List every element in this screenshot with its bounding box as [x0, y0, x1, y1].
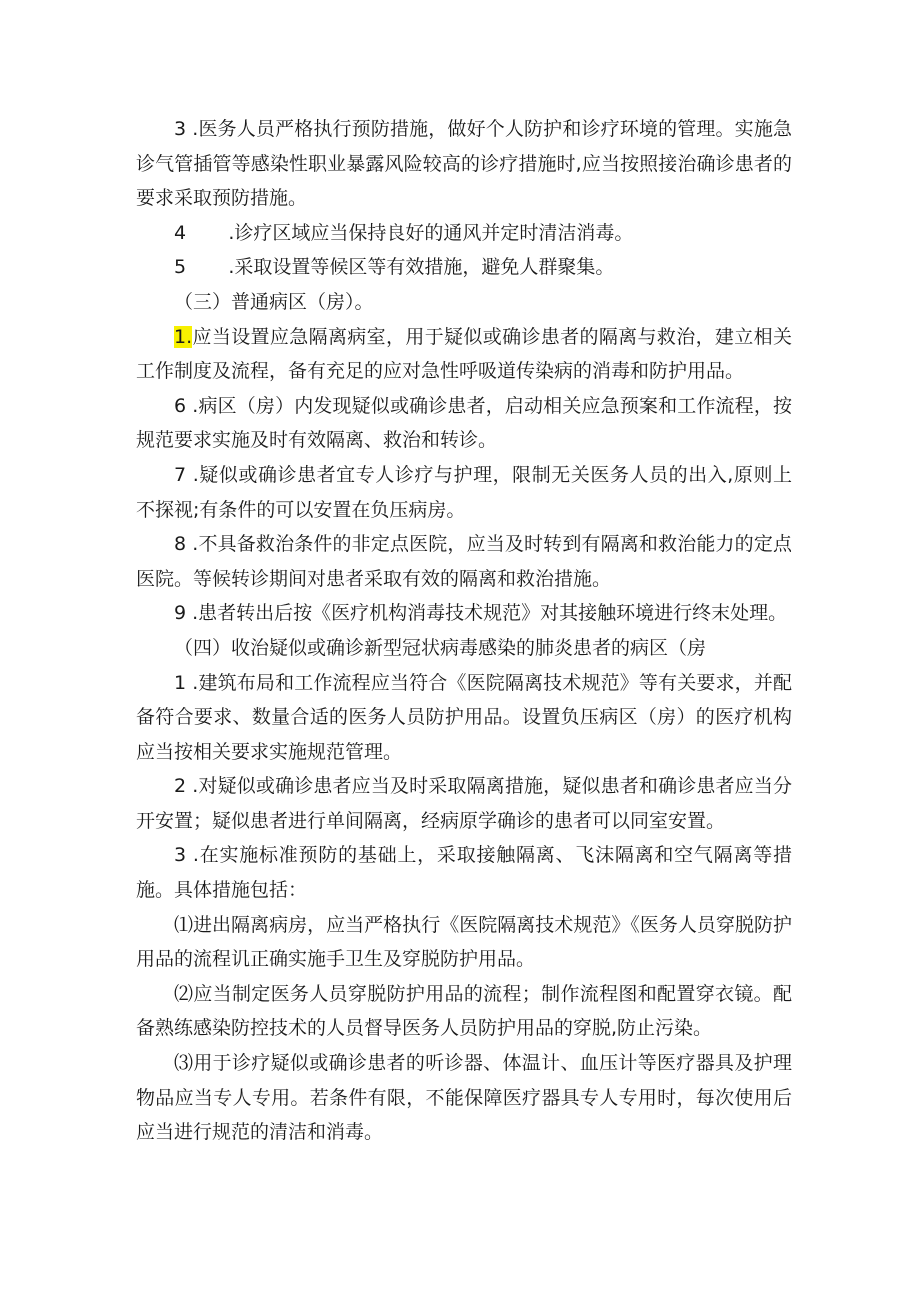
- paragraph-text: 应当设置应急隔离病室，用于疑似或确诊患者的隔离与救治，建立相关工作制度及流程，备有充足的应对急性呼吸道传染病的消毒和防护用品。: [136, 325, 792, 383]
- heading-text: （四）收治疑似或确诊新型冠状病毒感染的肺炎患者的病区（房: [174, 636, 707, 659]
- sub-item-2: [136, 977, 792, 1046]
- paragraph-item-1-highlighted: [136, 320, 792, 389]
- paragraph-item-8: [136, 527, 792, 596]
- paragraph-text: .建筑布局和工作流程应当符合《医院隔离技术规范》等有关要求，并配备符合要求、数量合适的医务人员防护用品。设置负压病区（房）的医疗机构应当按相关要求实施规范管理。: [136, 671, 792, 763]
- paragraph-text: .病区（房）内发现疑似或确诊患者，启动相关应急预案和工作流程，按规范要求实施及时有效隔离、救治和转诊。: [136, 394, 792, 452]
- document-body: [136, 112, 792, 1150]
- paragraph-text: .诊疗区域应当保持良好的通风并定时清洁消毒。: [186, 221, 634, 244]
- item-number: 4: [174, 221, 187, 244]
- paragraph-text: .在实施标准预防的基础上，采取接触隔离、飞沫隔离和空气隔离等措施。具体措施包括：: [136, 844, 792, 902]
- item-number: 3: [174, 844, 187, 867]
- paragraph-item-9: [136, 596, 792, 631]
- paragraph-text: .患者转出后按《医疗机构消毒技术规范》对其接触环境进行终末处理。: [186, 602, 788, 625]
- paragraph-item-2: [136, 769, 792, 838]
- paragraph-item-6: [136, 389, 792, 458]
- paragraph-text: ⑶用于诊疗疑似或确诊患者的听诊器、体温计、血压计等医疗器具及护理物品应当专人专用。若条件有限，不能保障医疗器具专人专用时，每次使用后应当进行规范的清洁和消毒。: [136, 1052, 792, 1144]
- paragraph-text: .医务人员严格执行预防措施，做好个人防护和诊疗环境的管理。实施急诊气管插管等感染性职业暴露风险较高的诊疗措施时,应当按照接治确诊患者的要求采取预防措施。: [136, 118, 792, 210]
- item-number: 7: [174, 463, 187, 486]
- highlighted-item-number: 1.: [174, 325, 193, 348]
- paragraph-text: .不具备救治条件的非定点医院，应当及时转到有隔离和救治能力的定点医院。等候转诊期间对患者采取有效的隔离和救治措施。: [136, 533, 792, 590]
- item-number: 1: [174, 671, 187, 694]
- paragraph-text: ⑵应当制定医务人员穿脱防护用品的流程；制作流程图和配置穿衣镜。配备熟练感染防控技术的人员督导医务人员防护用品的穿脱,防止污染。: [136, 982, 792, 1040]
- item-number: 2: [174, 775, 187, 798]
- paragraph-text: .对疑似或确诊患者应当及时采取隔离措施，疑似患者和确诊患者应当分开安置；疑似患者进行单间隔离，经病原学确诊的患者可以同室安置。: [136, 775, 792, 832]
- sub-item-1: [136, 908, 792, 977]
- item-number: 5: [174, 256, 187, 279]
- item-number: 9: [174, 602, 187, 625]
- paragraph-item-5: [136, 250, 792, 285]
- paragraph-item-7: [136, 458, 792, 527]
- paragraph-item-3: [136, 112, 792, 216]
- sub-item-3: [136, 1046, 792, 1150]
- paragraph-item-1: [136, 666, 792, 770]
- paragraph-text: .疑似或确诊患者宜专人诊疗与护理，限制无关医务人员的出入,原则上不探视;有条件的可以安置在负压病房。: [136, 463, 792, 521]
- item-number: 8: [174, 533, 187, 556]
- paragraph-item-4: [136, 216, 792, 251]
- paragraph-item-3b: [136, 838, 792, 907]
- item-number: 3: [174, 118, 187, 140]
- heading-text: （三）普通病区（房）。: [174, 290, 374, 313]
- section-heading-3: [136, 285, 792, 320]
- paragraph-text: ⑴进出隔离病房，应当严格执行《医院隔离技术规范》《医务人员穿脱防护用品的流程讥正确实施手卫生及穿脱防护用品。: [136, 913, 792, 971]
- paragraph-text: .采取设置等候区等有效措施，避免人群聚集。: [186, 256, 615, 279]
- item-number: 6: [174, 394, 187, 417]
- section-heading-4: [136, 631, 792, 666]
